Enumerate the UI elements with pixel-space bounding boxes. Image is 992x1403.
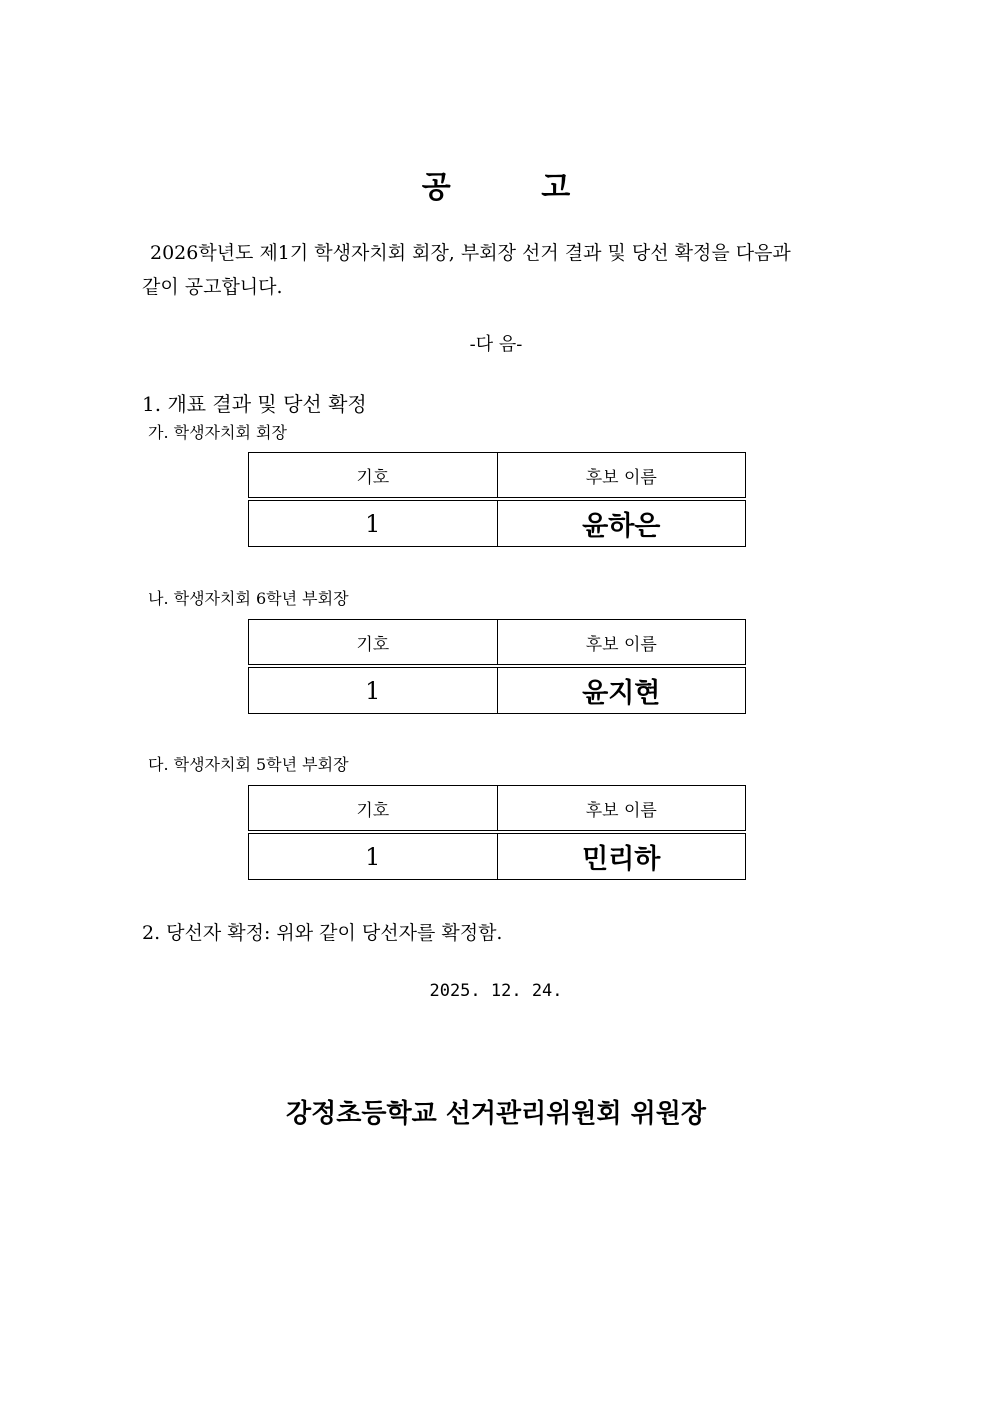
table-row <box>249 832 746 880</box>
table-header-row <box>249 453 746 500</box>
intro-text-line1: 2026학년도 제1기 학생자치회 회장, 부회장 선거 결과 및 당선 확정을 다음과 <box>150 242 791 264</box>
column-header-candidate-name: 후보 이름 <box>497 620 746 667</box>
candidate-name: 민리하 <box>497 832 746 880</box>
column-header-candidate-name: 후보 이름 <box>497 786 746 833</box>
candidate-number: 1 <box>249 832 498 880</box>
table-row <box>249 666 746 714</box>
column-header-number: 기호 <box>249 620 498 667</box>
signer-title: 강정초등학교 선거관리위원회 위원장 <box>286 1099 706 1129</box>
grade5-vice-result-table <box>248 785 746 880</box>
table-header-row <box>249 786 746 833</box>
intro-text-line2: 같이 공고합니다. <box>142 276 283 298</box>
table-header-row <box>249 620 746 667</box>
section1-heading: 1. 개표 결과 및 당선 확정 <box>142 392 367 416</box>
subsection-grade5-vice-label: 다. 학생자치회 5학년 부회장 <box>148 755 349 774</box>
candidate-name: 윤하은 <box>497 499 746 547</box>
column-header-candidate-name: 후보 이름 <box>497 453 746 500</box>
announcement-date: 2025. 12. 24. <box>429 981 563 1001</box>
candidate-name: 윤지현 <box>497 666 746 714</box>
candidate-number: 1 <box>249 666 498 714</box>
column-header-number: 기호 <box>249 453 498 500</box>
president-result-table <box>248 452 746 547</box>
subsection-president-label: 가. 학생자치회 회장 <box>148 423 287 442</box>
subsection-grade6-vice-label: 나. 학생자치회 6학년 부회장 <box>148 589 349 608</box>
page-title: 공 고 <box>421 170 611 205</box>
table-row <box>249 499 746 547</box>
section2-confirmation: 2. 당선자 확정: 위와 같이 당선자를 확정함. <box>142 922 503 944</box>
candidate-number: 1 <box>249 499 498 547</box>
grade6-vice-result-table <box>248 619 746 714</box>
column-header-number: 기호 <box>249 786 498 833</box>
notice-divider-text: -다 음- <box>469 334 523 355</box>
